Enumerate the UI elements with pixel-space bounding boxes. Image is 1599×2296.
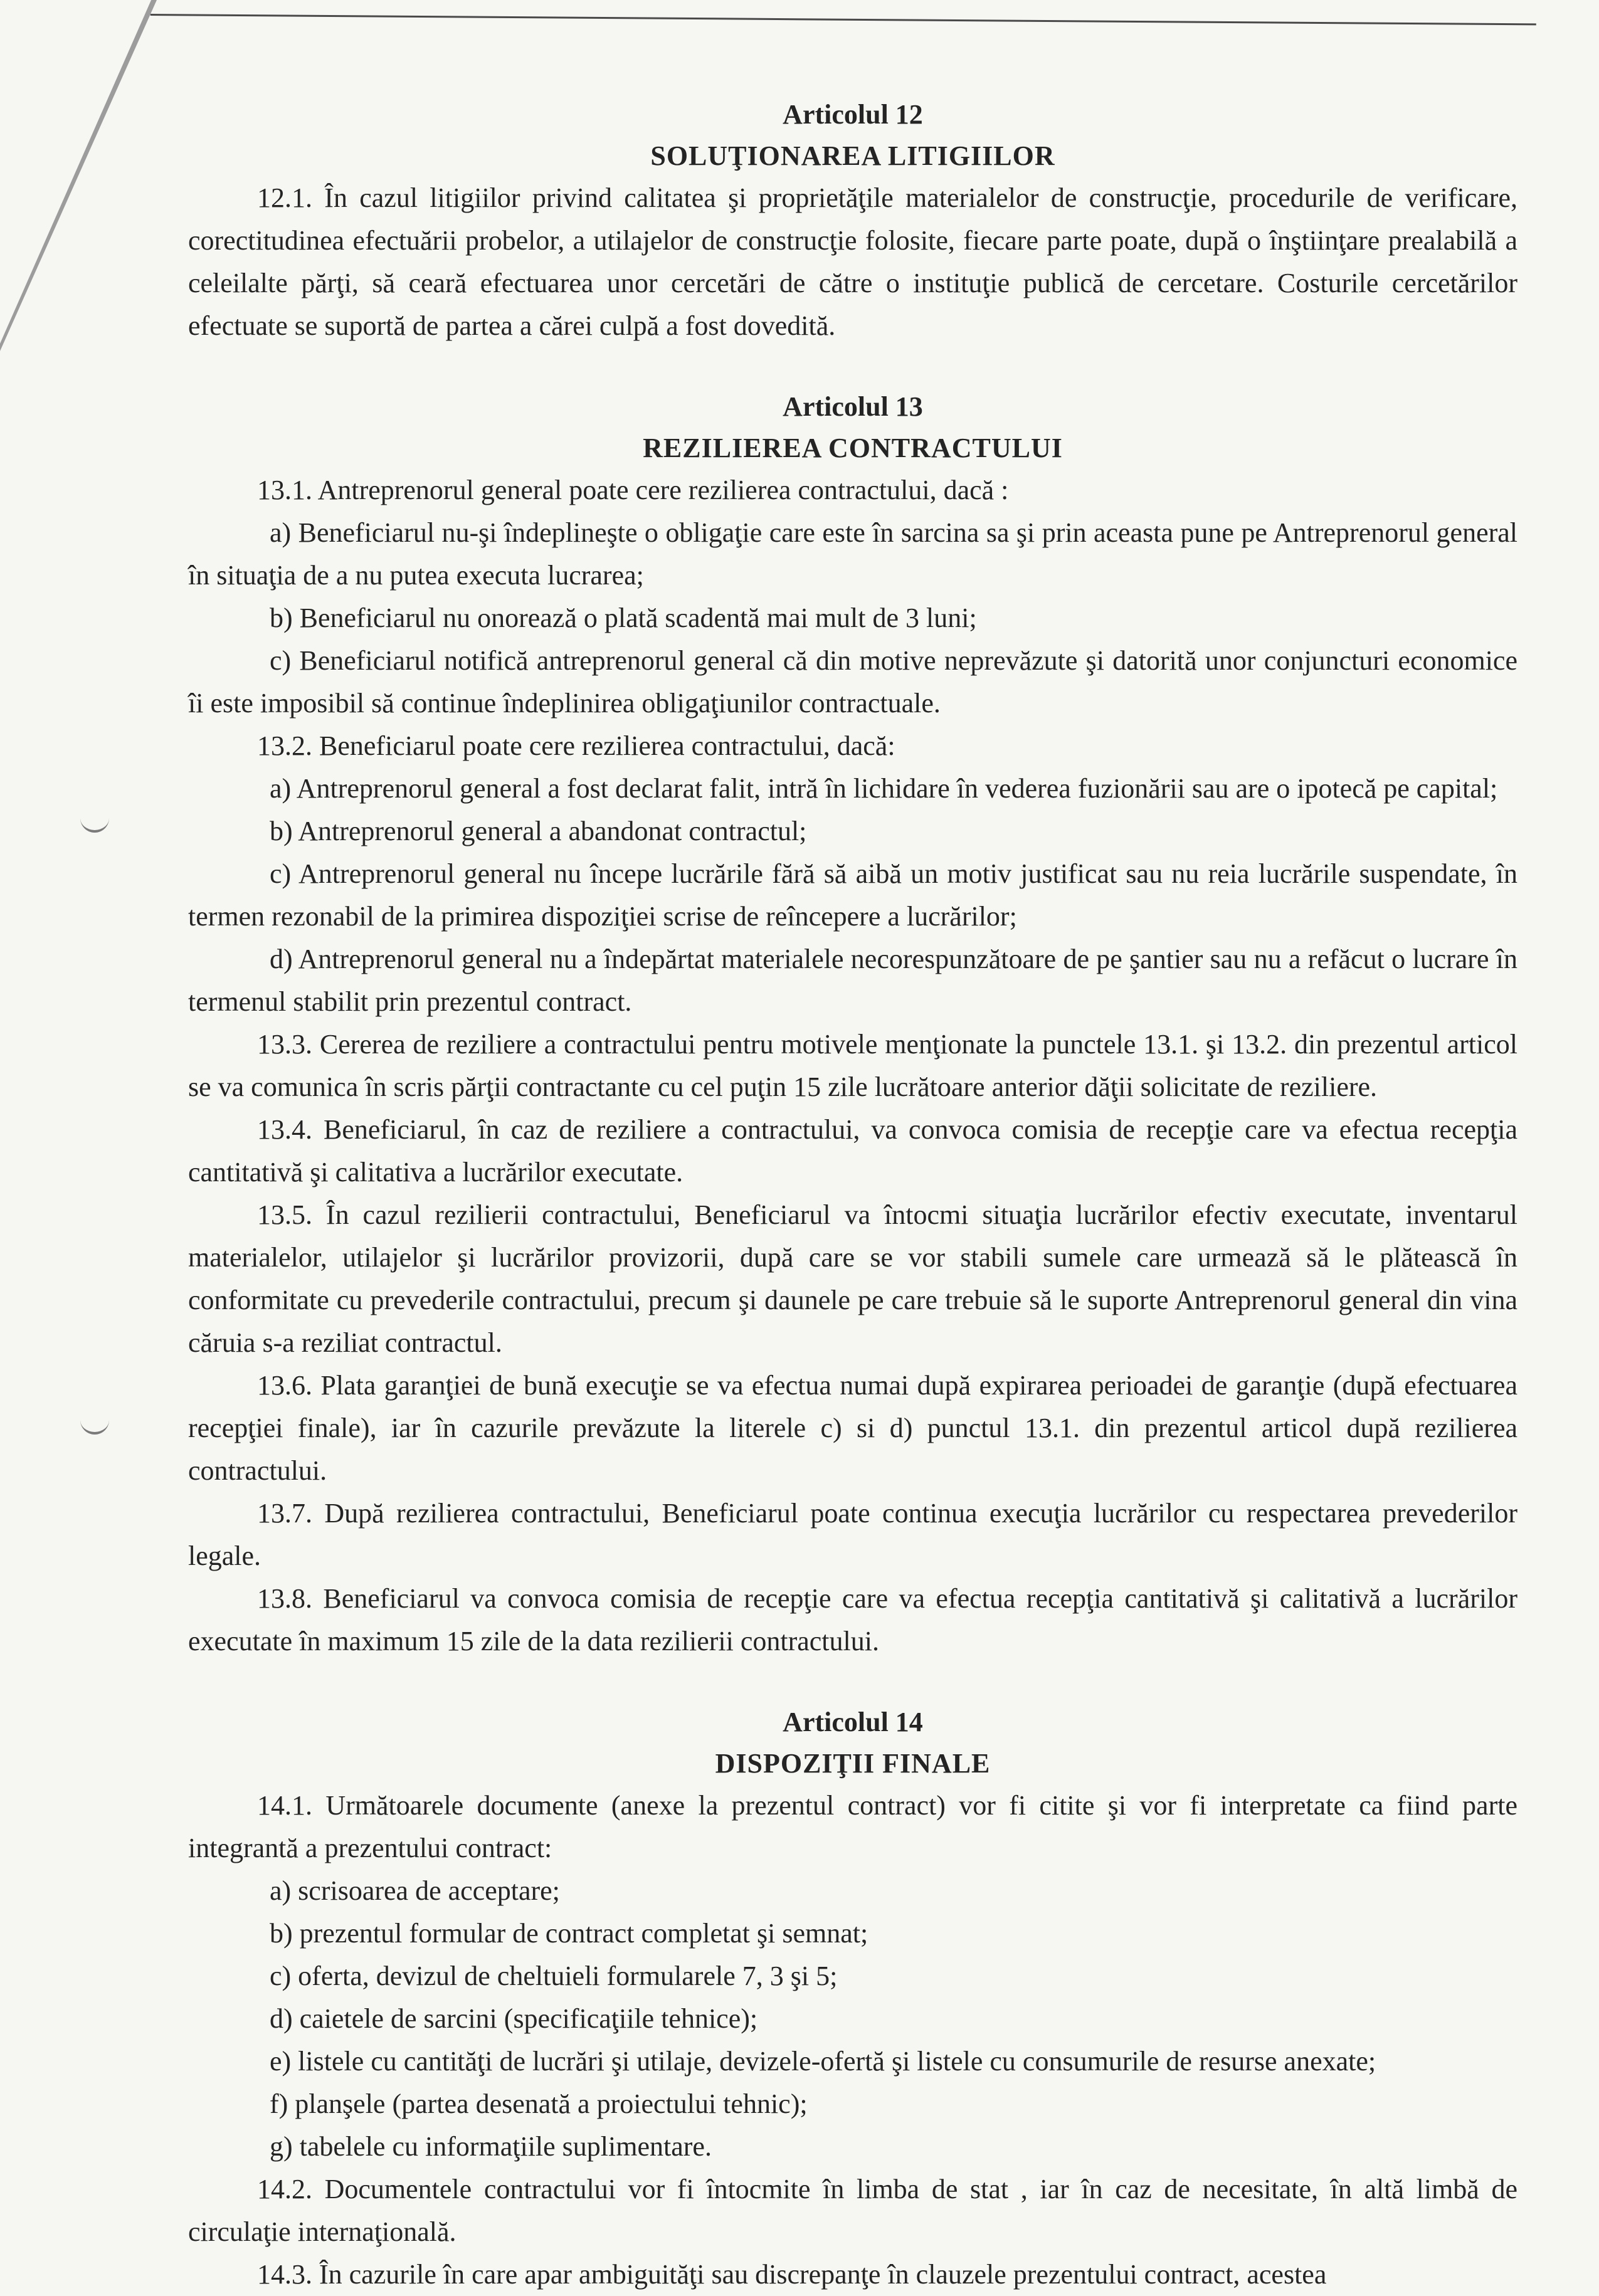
article-12 [188,94,1517,347]
article-title: REZILIEREA CONTRACTULUI [643,433,1063,463]
paragraph: 12.1. În cazul litigiilor privind calitatea şi proprietăţile materialelor de construcţie, procedurile de verificare, corectitudinea efectuării probelor, a utilajelor de construcţie folosite, fiecare parte poate, după o înştiinţare prealabilă a celeilalte părţi, să ceară efectuarea unor cercetări de către o instituţie publică de cercetare. Costurile cercetărilor efectuate se suportă de partea a cărei culpă a fost dovedită. [188,182,1517,341]
paragraph: 13.5. În cazul rezilierii contractului, Beneficiarul va întocmi situaţia lucrărilor efectiv executate, inventarul materialelor, utilajelor şi lucrărilor provizorii, după care se vor stabili sumele care urmează să le plătească în conformitate cu prevederile contractului, precum şi daunele pe care trebuie să le suporte Antreprenorul general din vina căruia s-a reziliat contractul. [188,1199,1517,1358]
list-item: c) Antreprenorul general nu începe lucrările fără să aibă un motiv justificat sau nu reia lucrările suspendate, în termen rezonabil de la primirea dispoziţiei scrise de reîncepere a lucrărilor; [188,858,1517,932]
list-item: a) Antreprenorul general a fost declarat falit, intră în lichidare în vederea fuzionării sau are o ipotecă pe capital; [270,773,1498,804]
list-item: a) scrisoarea de acceptare; [270,1875,560,1906]
paragraph: 13.4. Beneficiarul, în caz de reziliere a contractului, va convoca comisia de recepţie care va efectua recepţia cantitativă şi calitativa a lucrărilor executate. [188,1114,1517,1187]
paragraph: 13.3. Cererea de reziliere a contractului pentru motivele menţionate la punctele 13.1. şi 13.2. din prezentul articol se va comunica în scris părţii contractante cu cel puţin 15 zile lucrătoare anterior dăţii solicitate de reziliere. [188,1029,1517,1102]
article-number: Articolul 14 [783,1707,923,1737]
list-item: d) Antreprenorul general nu a îndepărtat materialele necorespunzătoare de pe şantier sau nu a refăcut o lucrare în termenul stabilit prin prezentul contract. [188,944,1517,1017]
article-number: Articolul 12 [783,99,923,130]
list-item: b) Beneficiarul nu onorează o plată scadentă mai mult de 3 luni; [270,603,977,633]
article-title: SOLUŢIONAREA LITIGIILOR [650,140,1055,171]
paragraph: 13.7. După rezilierea contractului, Beneficiarul poate continua execuţia lucrărilor cu respectarea prevederilor legale. [188,1498,1517,1571]
list-item: g) tabelele cu informaţiile suplimentare. [270,2131,712,2162]
article-14 [188,1702,1517,2296]
scan-page-fold-fill [0,0,152,344]
paragraph: 13.6. Plata garanţiei de bună execuţie se va efectua numai după expirarea perioadei de garanţie (după efectuarea recepţiei finale), iar în cazurile prevăzute la literele c) si d) punctul 13.1. din prezentul articol după rezilierea contractului. [188,1370,1517,1486]
scan-top-edge [150,0,1536,25]
paragraph: 14.1. Următoarele documente (anexe la prezentul contract) vor fi citite şi vor fi interpretate ca fiind parte integrantă a prezentului contract: [188,1790,1517,1863]
document-page [188,94,1517,2296]
paragraph: 14.3. În cazurile în care apar ambiguităţi sau discrepanţe în clauzele prezentului contract, acestea [257,2259,1327,2290]
list-item: f) planşele (partea desenată a proiectului tehnic); [270,2088,808,2119]
list-item: b) Antreprenorul general a abandonat contractul; [270,816,807,846]
paragraph: 13.2. Beneficiarul poate cere rezilierea contractului, dacă: [257,730,895,761]
article-13 [188,386,1517,1663]
punch-hole-icon [80,1418,109,1435]
paragraph: 14.2. Documentele contractului vor fi întocmite în limba de stat , iar în caz de necesitate, în altă limbă de circulaţie internaţională. [188,2174,1517,2247]
list-item: c) oferta, devizul de cheltuieli formularele 7, 3 şi 5; [270,1961,838,1991]
list-item: c) Beneficiarul notifică antreprenorul general că din motive neprevăzute şi datorită unor conjuncturi economice îi este imposibil să continue îndeplinirea obligaţiunilor contractuale. [188,645,1517,719]
punch-hole-icon [80,816,109,833]
list-item: a) Beneficiarul nu-şi îndeplineşte o obligaţie care este în sarcina sa şi prin aceasta pune pe Antreprenorul general în situaţia de a nu putea executa lucrarea; [188,517,1517,591]
paragraph: 13.1. Antreprenorul general poate cere rezilierea contractului, dacă : [257,475,1009,505]
list-item: b) prezentul formular de contract completat şi semnat; [270,1918,868,1949]
paragraph: 13.8. Beneficiarul va convoca comisia de recepţie care va efectua recepţia cantitativă şi calitativă a lucrărilor executate în maximum 15 zile de la data rezilierii contractului. [188,1583,1517,1656]
list-item: d) caietele de sarcini (specificaţiile tehnice); [270,2003,758,2034]
article-number: Articolul 13 [783,391,923,422]
article-title: DISPOZIŢII FINALE [715,1748,991,1779]
list-item: e) listele cu cantităţi de lucrări şi utilaje, devizele-ofertă şi listele cu consumurile de resurse anexate; [270,2046,1376,2077]
